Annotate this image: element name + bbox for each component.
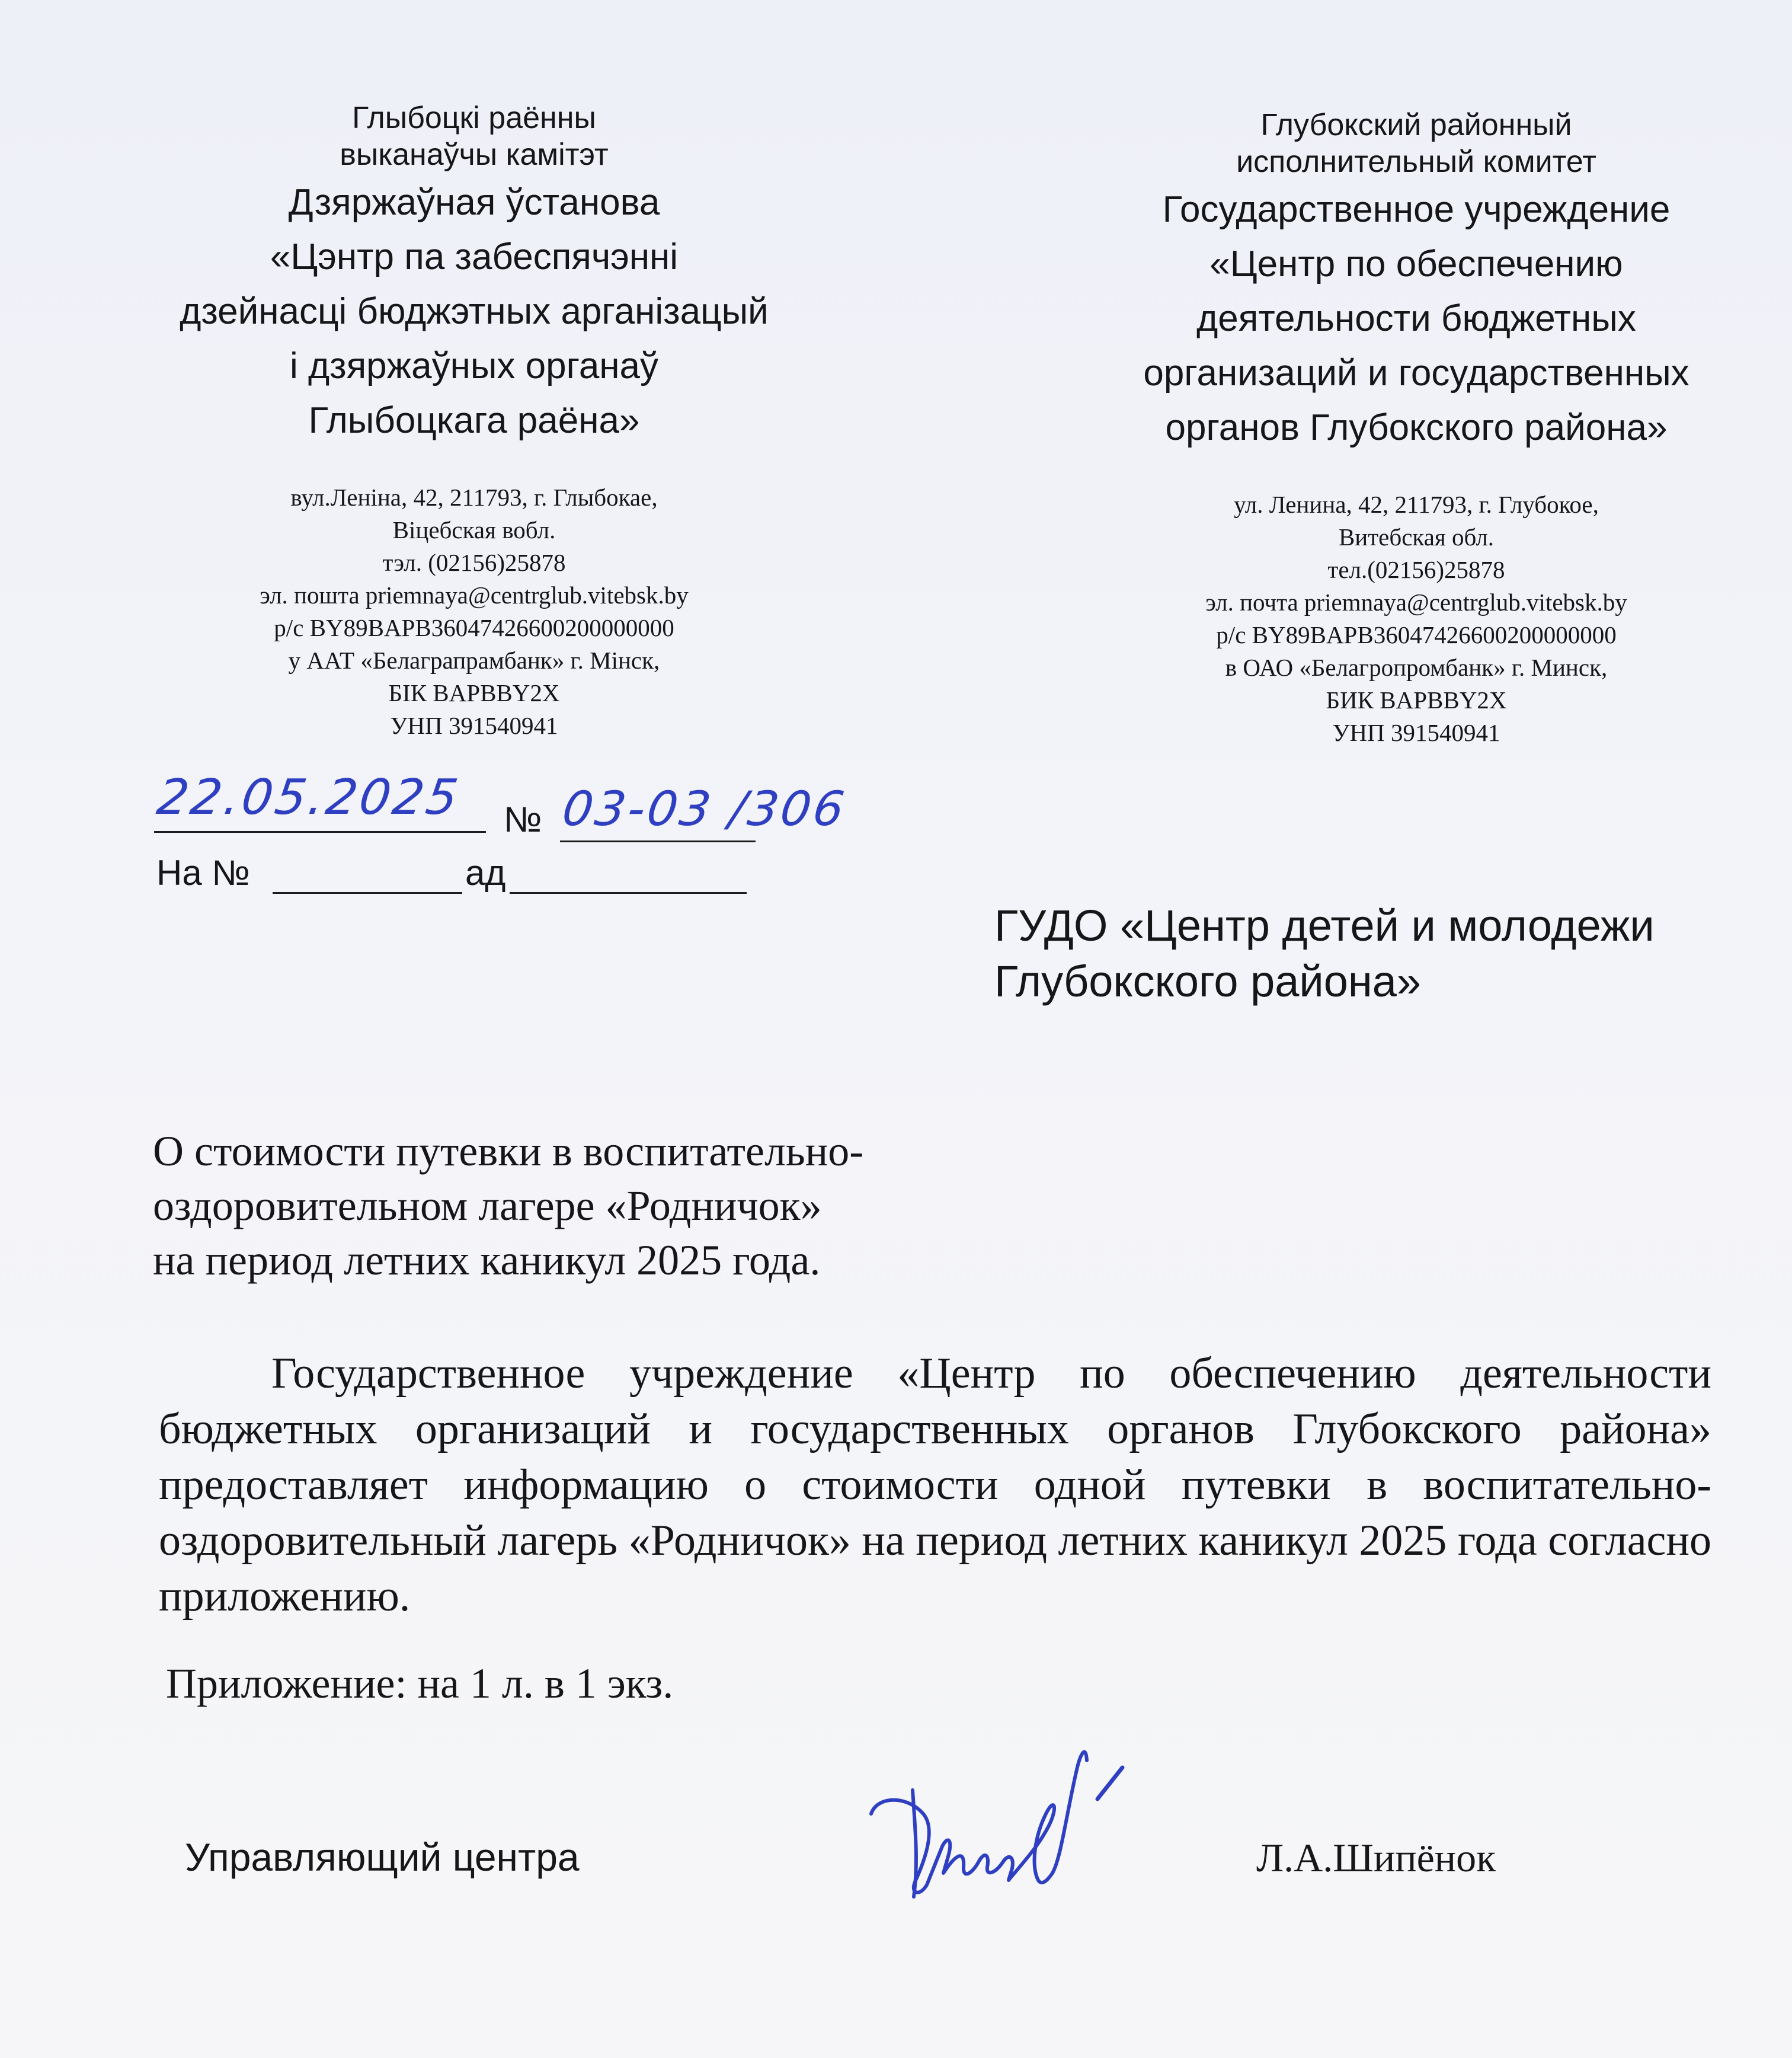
signer-position: Управляющий центра — [185, 1835, 580, 1879]
reply-date-label: ад — [465, 853, 506, 893]
reply-number-label: На № — [156, 853, 250, 893]
addressee: ГУДО «Центр детей и молодежи Глубокского района» — [994, 901, 1655, 1006]
subject: О стоимости путевки в воспитательно- оздоровительном лагере «Родничок» на период летних каникул 2025 года. — [153, 1127, 864, 1284]
number-label: № — [504, 800, 542, 839]
handwritten-signature — [853, 1725, 1138, 1938]
handwritten-date: 22.05.2025 — [153, 769, 464, 826]
attachment-note: Приложение: на 1 л. в 1 экз. — [166, 1660, 674, 1707]
reply-number-blank — [273, 892, 462, 894]
authority-name-by: Глыбоцкі раённы выканаўчы камітэт — [340, 101, 609, 172]
signer-name: Л.А.Шипёнок — [1256, 1835, 1496, 1880]
authority-name-ru: Глубокский районный исполнительный комитет — [1236, 108, 1596, 179]
handwritten-number: 03-03 /306 — [559, 781, 850, 836]
letterhead-by — [136, 100, 812, 742]
institution-name-by: Дзяржаўная ўстанова «Цэнтр па забеспячэнні дзейнасці бюджэтных арганізацый і дзяржаўных органаў Глыбоцкага раёна» — [180, 182, 769, 441]
signature-stroke — [1097, 1768, 1122, 1799]
number-underline — [560, 841, 756, 842]
contacts-ru: ул. Ленина, 42, 211793, г. Глубокое, Витебская обл. тел.(02156)25878 эл. почта priemnaya@centrglub.vitebsk.by р/с BY89BAPB36047426600200000000 в ОАО «Белагропромбанк» г. Минск, БИК BAPBBY2X УНП 391540941 — [1205, 491, 1627, 746]
body-paragraph: Государственное учреждение «Центр по обеспечению деятельности бюджетных организаций и государственных органов Глубокского района» предоставляет информацию о стоимости одной путевки в воспитательно-оздоровительный лагерь «Родничок» на период летних каникул 2025 года согласно приложению. — [159, 1349, 1711, 1621]
reply-date-blank — [510, 892, 747, 894]
signature-stroke — [871, 1752, 1087, 1893]
registration-block — [154, 765, 865, 913]
letterhead-ru — [1067, 107, 1766, 749]
contacts-by: вул.Леніна, 42, 211793, г. Глыбокае, Віцебская вобл. тэл. (02156)25878 эл. пошта priemnaya@centrglub.vitebsk.by р/с BY89BAPB36047426600200000000 у ААТ «Белаграпрамбанк» г. Мінск, БІК BAPBBY2X УНП 391540941 — [260, 484, 689, 739]
date-underline — [154, 831, 486, 833]
institution-name-ru: Государственное учреждение «Центр по обеспечению деятельности бюджетных организаций и государственных органов Глубокского района» — [1143, 189, 1689, 448]
